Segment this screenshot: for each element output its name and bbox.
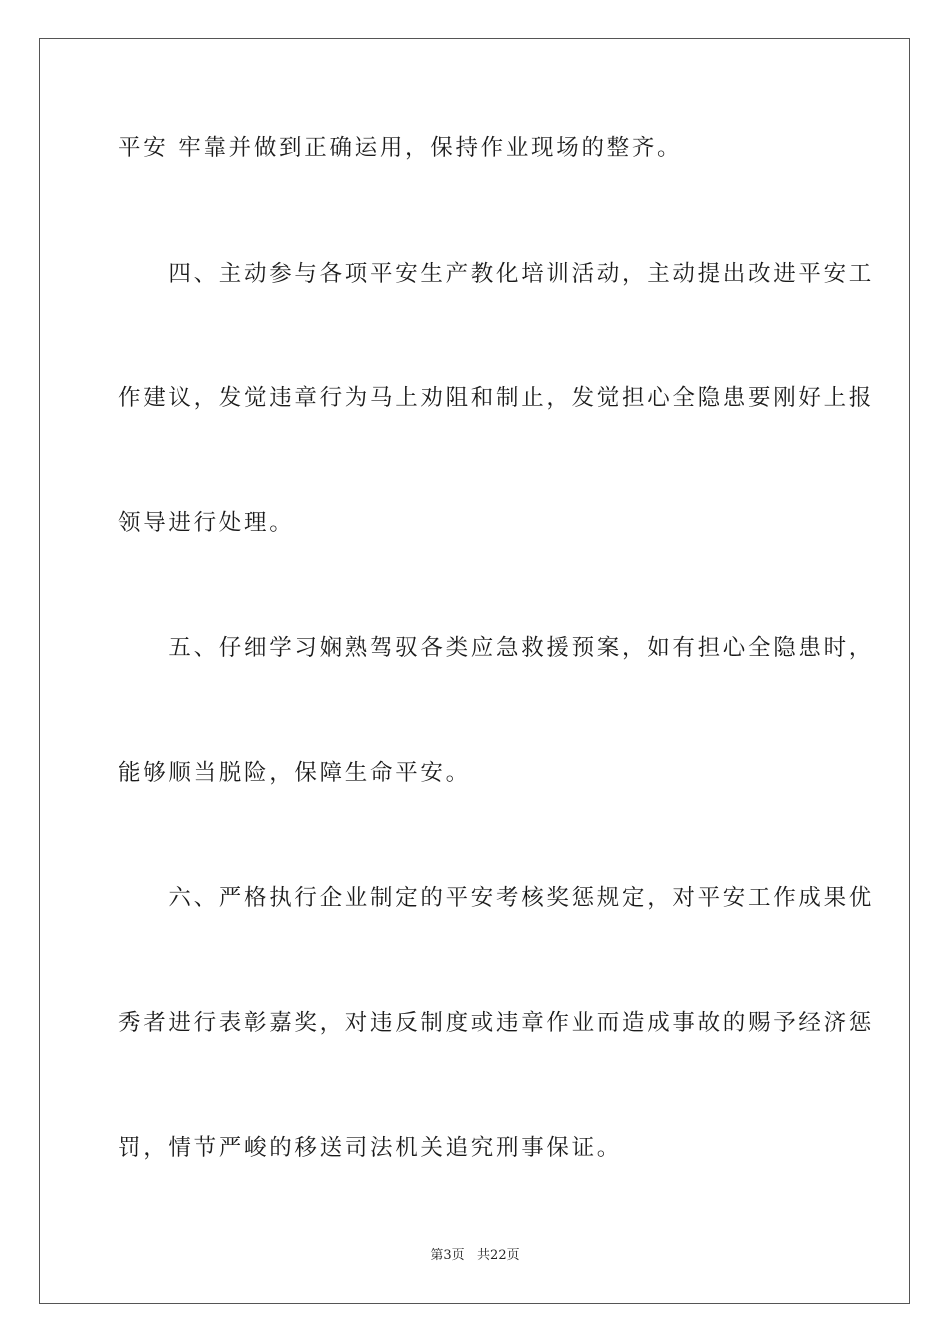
body-line: 领导进行处理。 — [118, 510, 295, 536]
page-number-footer: 第3页 共22页 — [430, 1248, 520, 1263]
body-line: 平安 牢靠并做到正确运用，保持作业现场的整齐。 — [118, 135, 683, 161]
body-line: 五、仔细学习娴熟驾驭各类应急救援预案，如有担心全隐患时， — [118, 635, 875, 661]
body-line: 能够顺当脱险，保障生命平安。 — [118, 760, 471, 786]
body-line: 秀者进行表彰嘉奖，对违反制度或违章作业而造成事故的赐予经济惩 — [118, 1010, 875, 1036]
body-line: 罚，情节严峻的移送司法机关追究刑事保证。 — [118, 1135, 623, 1161]
body-line: 四、主动参与各项平安生产教化培训活动，主动提出改进平安工 — [118, 261, 875, 287]
body-line: 六、严格执行企业制定的平安考核奖惩规定，对平安工作成果优 — [118, 885, 875, 911]
page-border — [39, 38, 910, 1304]
body-line: 作建议，发觉违章行为马上劝阻和制止，发觉担心全隐患要刚好上报 — [118, 385, 875, 411]
